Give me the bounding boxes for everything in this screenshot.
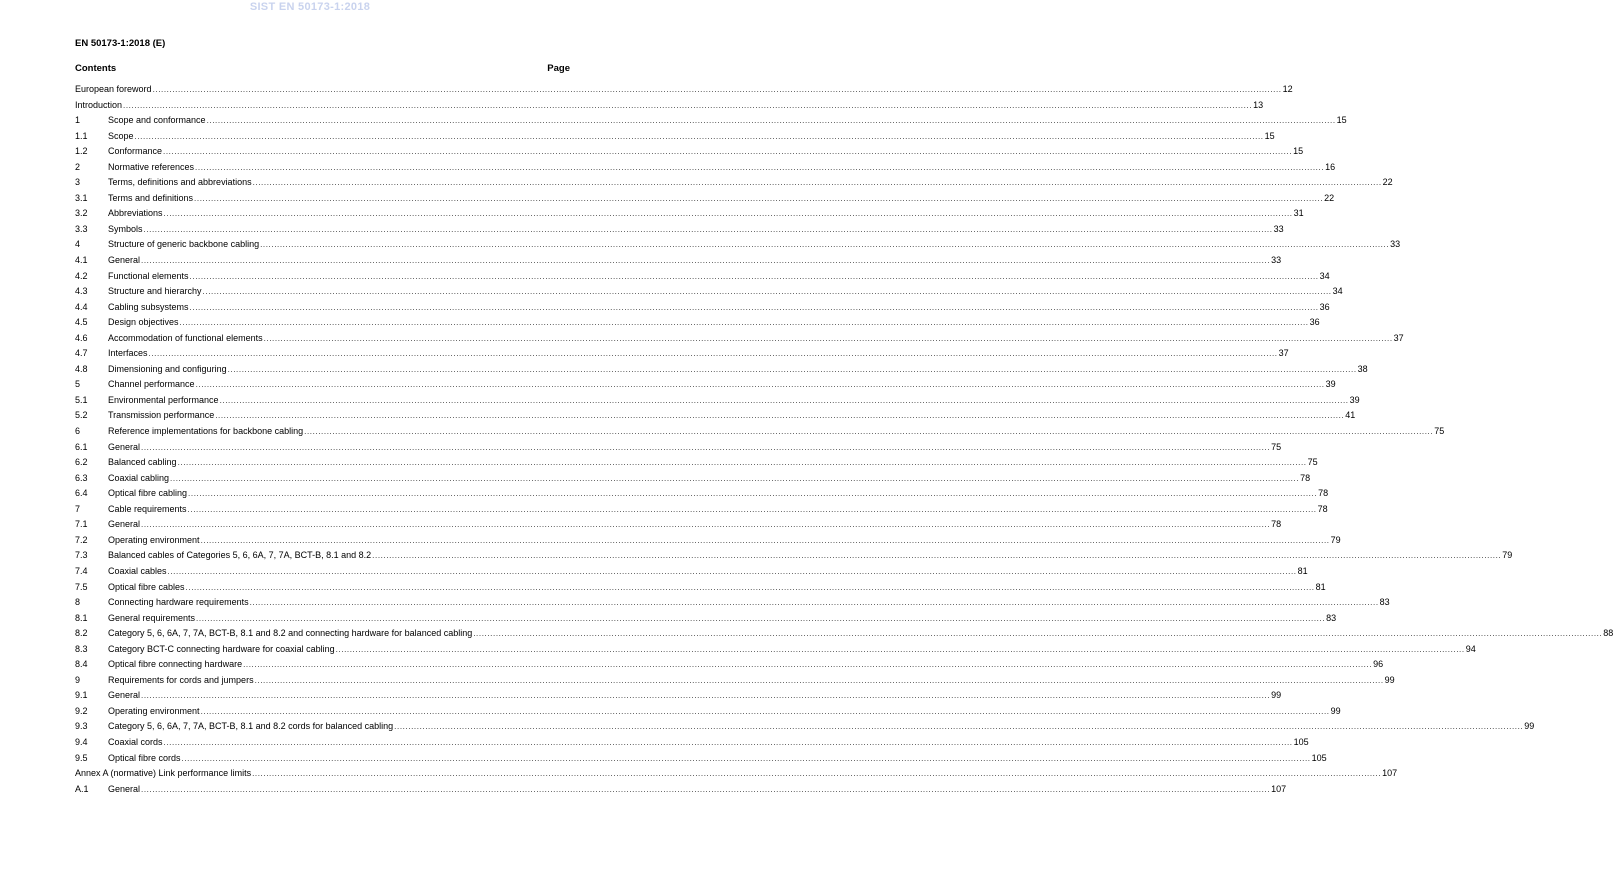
toc-entry[interactable] [75,408,1356,424]
toc-entry-number: 4 [75,239,81,250]
dot-leader: ................................................................................................................................................................................................................................................................................................................................................................................................................ [249,598,1379,608]
toc-entry[interactable] [75,611,1337,627]
toc-entry-title: Accommodation of functional elements [108,332,263,343]
toc-entry-title: Reference implementations for backbone cabling [108,426,304,437]
dot-leader: ................................................................................................................................................................................................................................................................................................................................................................................................................ [202,287,1332,297]
toc-entry-number: 2 [75,161,81,172]
toc-entry-number: 4.7 [75,348,88,359]
dot-leader: ................................................................................................................................................................................................................................................................................................................................................................................................................ [181,753,1311,763]
toc-entry[interactable] [75,362,1368,378]
toc-entry[interactable] [75,300,1330,316]
toc-entry-number: 6.1 [75,441,88,452]
toc-entry[interactable] [75,564,1308,580]
toc-entry[interactable] [75,284,1343,300]
toc-entry[interactable] [75,393,1360,409]
toc-entry[interactable] [75,751,1327,767]
toc-entry-page: 37 [1393,332,1404,343]
toc-entry-title: Channel performance [108,379,195,390]
toc-entry-title: Transmission performance [108,410,215,421]
dot-leader: ................................................................................................................................................................................................................................................................................................................................................................................................................ [260,240,1390,250]
toc-entry-title: Requirements for cords and jumpers [108,674,254,685]
toc-entry[interactable] [75,642,1476,658]
toc-entry-number: 9.2 [75,705,88,716]
dot-leader: ................................................................................................................................................................................................................................................................................................................................................................................................................ [163,209,1293,219]
dot-leader: ................................................................................................................................................................................................................................................................................................................................................................................................................ [196,613,1326,623]
dot-leader: ................................................................................................................................................................................................................................................................................................................................................................................................................ [304,427,1434,437]
dot-leader: ................................................................................................................................................................................................................................................................................................................................................................................................................ [219,395,1349,405]
toc-entry-number: 5.1 [75,394,88,405]
toc-entry-title: Conformance [108,146,163,157]
toc-entry-number: 4.2 [75,270,88,281]
toc-entry-number: 4.6 [75,332,88,343]
toc-entry-page: 31 [1293,208,1304,219]
toc-heading: Contents [75,63,117,74]
watermark: SIST EN 50173-1:2018 [249,1,371,13]
toc-entry-page: 78 [1318,488,1329,499]
toc-entry-page: 99 [1384,674,1395,685]
toc-entry-title: Balanced cabling [108,457,177,468]
toc-entry-page: 78 [1300,472,1311,483]
toc-entry-page: 36 [1309,317,1320,328]
toc-entry-title: General [108,255,141,266]
toc-entry-page: 81 [1297,565,1308,576]
toc-entry-title: Category BCT-C connecting hardware for coaxial cabling [108,643,335,654]
toc-entry-page: 99 [1330,705,1341,716]
toc-entry[interactable] [75,673,1395,689]
dot-leader: ................................................................................................................................................................................................................................................................................................................................................................................................................ [177,458,1307,468]
toc-entry-number: 9.3 [75,721,88,732]
toc-entry-number: 4.4 [75,301,88,312]
toc-entry[interactable] [75,144,1304,160]
dot-leader: ................................................................................................................................................................................................................................................................................................................................................................................................................ [141,256,1271,266]
dot-leader: ................................................................................................................................................................................................................................................................................................................................................................................................................ [179,318,1309,328]
toc-entry-title: Abbreviations [108,208,163,219]
toc-entry[interactable] [75,735,1309,751]
toc-entry-page: 38 [1357,363,1368,374]
dot-leader: ................................................................................................................................................................................................................................................................................................................................................................................................................ [188,489,1318,499]
toc-entry-page: 15 [1264,130,1275,141]
toc-entry[interactable] [75,315,1320,331]
toc-entry-page: 39 [1349,394,1360,405]
dot-leader: ................................................................................................................................................................................................................................................................................................................................................................................................................ [163,737,1293,747]
toc-entry-page: 34 [1319,270,1330,281]
toc-entry-title: Structure and hierarchy [108,286,202,297]
toc-entry-number: 8.4 [75,659,88,670]
toc-entry-title: Functional elements [108,270,189,281]
toc-entry[interactable] [75,440,1282,456]
toc-entry-number: 7.1 [75,519,88,530]
toc-entry-page: 15 [1336,115,1347,126]
toc-entry-number: 3.1 [75,192,88,203]
toc-entry-title: General [108,783,141,794]
toc-header [75,63,570,75]
toc-entry-number: 4.3 [75,286,88,297]
toc-entry[interactable] [75,129,1275,145]
dot-leader: ................................................................................................................................................................................................................................................................................................................................................................................................................ [254,675,1384,685]
toc-entry-page: 79 [1502,550,1513,561]
table-of-contents [75,82,1613,797]
toc-entry-page: 107 [1382,768,1398,779]
toc-entry-number: 1.2 [75,146,88,157]
toc-entry-title: Annex A (normative) Link performance limits [75,768,252,779]
toc-entry-number: 5 [75,379,81,390]
toc-entry-number: 6 [75,426,81,437]
dot-leader: ................................................................................................................................................................................................................................................................................................................................................................................................................ [141,442,1271,452]
toc-entry-title: Terms and definitions [108,192,194,203]
toc-entry[interactable] [75,486,1329,502]
toc-entry-number: 6.3 [75,472,88,483]
toc-entry-number: 4.1 [75,255,88,266]
toc-entry-page: 36 [1319,301,1330,312]
toc-entry-number: 9 [75,674,81,685]
toc-entry[interactable] [75,346,1289,362]
toc-entry-number: 9.1 [75,690,88,701]
toc-entry-title: Optical fibre cabling [108,488,188,499]
toc-entry-page: 34 [1332,286,1343,297]
toc-entry-page: 75 [1307,457,1318,468]
toc-entry-page: 75 [1271,441,1282,452]
toc-entry[interactable] [75,595,1390,611]
toc-entry-page: 33 [1271,255,1282,266]
toc-entry[interactable] [75,377,1336,393]
toc-entry[interactable] [75,206,1304,222]
dot-leader: ................................................................................................................................................................................................................................................................................................................................................................................................................ [194,193,1324,203]
toc-entry-number: 4.8 [75,363,88,374]
dot-leader: ................................................................................................................................................................................................................................................................................................................................................................................................................ [200,706,1330,716]
toc-entry-page: 83 [1379,597,1390,608]
toc-entry-page: 22 [1324,192,1335,203]
dot-leader: ................................................................................................................................................................................................................................................................................................................................................................................................................ [473,629,1603,639]
toc-entry-page: 37 [1278,348,1289,359]
dot-leader: ................................................................................................................................................................................................................................................................................................................................................................................................................ [252,769,1382,779]
toc-page-heading: Page [547,63,570,74]
toc-entry-number: A.1 [75,783,89,794]
toc-entry[interactable] [75,533,1341,549]
toc-entry-page: 79 [1330,534,1341,545]
dot-leader: ................................................................................................................................................................................................................................................................................................................................................................................................................ [170,473,1300,483]
toc-entry-page: 88 [1603,628,1613,639]
dot-leader: ................................................................................................................................................................................................................................................................................................................................................................................................................ [215,411,1345,421]
toc-entry-title: Coaxial cabling [108,472,170,483]
dot-leader: ................................................................................................................................................................................................................................................................................................................................................................................................................ [141,784,1271,794]
toc-entry[interactable] [75,160,1336,176]
dot-leader: ................................................................................................................................................................................................................................................................................................................................................................................................................ [372,551,1502,561]
toc-entry-title: Structure of generic backbone cabling [108,239,260,250]
toc-entry-title: Optical fibre cables [108,581,185,592]
toc-entry-title: General [108,519,141,530]
toc-entry-page: 78 [1317,503,1328,514]
toc-entry[interactable] [75,191,1335,207]
toc-entry-title: General [108,690,141,701]
toc-entry-number: 9.4 [75,736,88,747]
toc-entry-page: 15 [1293,146,1304,157]
toc-entry[interactable] [75,113,1347,129]
toc-entry-title: Scope and conformance [108,115,206,126]
toc-entry[interactable] [75,580,1326,596]
toc-entry-title: Cable requirements [108,503,187,514]
dot-leader: ................................................................................................................................................................................................................................................................................................................................................................................................................ [227,364,1357,374]
toc-entry[interactable] [75,82,1293,98]
document-id: EN 50173-1:2018 (E) [75,38,166,49]
dot-leader: ................................................................................................................................................................................................................................................................................................................................................................................................................ [252,178,1382,188]
toc-entry-number: 8 [75,597,81,608]
toc-entry[interactable] [75,424,1445,440]
toc-entry-number: 3.2 [75,208,88,219]
toc-entry-title: Symbols [108,223,143,234]
toc-entry-number: 6.4 [75,488,88,499]
toc-entry-title: Normative references [108,161,195,172]
dot-leader: ................................................................................................................................................................................................................................................................................................................................................................................................................ [134,131,1264,141]
toc-entry[interactable] [75,98,1264,114]
toc-entry-page: 105 [1311,752,1327,763]
toc-entry[interactable] [75,688,1282,704]
toc-entry-title: Operating environment [108,534,200,545]
toc-entry-number: 9.5 [75,752,88,763]
toc-entry-title: Coaxial cords [108,736,163,747]
toc-entry-title: Environmental performance [108,394,219,405]
toc-entry-title: Interfaces [108,348,148,359]
toc-entry-title: Optical fibre cords [108,752,181,763]
toc-entry[interactable] [75,222,1284,238]
dot-leader: ................................................................................................................................................................................................................................................................................................................................................................................................................ [200,535,1330,545]
toc-entry-number: 4.5 [75,317,88,328]
dot-leader: ................................................................................................................................................................................................................................................................................................................................................................................................................ [141,520,1271,530]
toc-entry-title: Connecting hardware requirements [108,597,249,608]
toc-entry-page: 22 [1382,177,1393,188]
toc-entry[interactable] [75,331,1404,347]
dot-leader: ................................................................................................................................................................................................................................................................................................................................................................................................................ [123,100,1253,110]
toc-entry-number: 7.4 [75,565,88,576]
toc-entry[interactable] [75,471,1311,487]
toc-entry[interactable] [75,766,1398,782]
toc-entry-page: 39 [1325,379,1336,390]
toc-entry-title: General requirements [108,612,196,623]
dot-leader: ................................................................................................................................................................................................................................................................................................................................................................................................................ [148,349,1278,359]
toc-entry[interactable] [75,237,1401,253]
toc-entry-number: 1 [75,115,81,126]
toc-entry-title: Optical fibre connecting hardware [108,659,243,670]
toc-entry-title: Terms, definitions and abbreviations [108,177,252,188]
toc-entry[interactable] [75,175,1393,191]
toc-entry-title: Category 5, 6, 6A, 7, 7A, BCT-B, 8.1 and 8.2 and connecting hardware for balanced cabling [108,628,473,639]
toc-entry-title: Operating environment [108,705,200,716]
toc-entry-page: 13 [1253,99,1264,110]
toc-entry-number: 8.2 [75,628,88,639]
toc-entry-title: European foreword [75,84,152,94]
toc-entry-page: 78 [1271,519,1282,530]
toc-entry-number: 7.5 [75,581,88,592]
dot-leader: ................................................................................................................................................................................................................................................................................................................................................................................................................ [141,691,1271,701]
toc-entry-number: 5.2 [75,410,88,421]
toc-entry-title: General [108,441,141,452]
toc-entry-title: Dimensioning and configuring [108,363,227,374]
toc-entry[interactable] [75,517,1282,533]
dot-leader: ................................................................................................................................................................................................................................................................................................................................................................................................................ [243,660,1373,670]
dot-leader: ................................................................................................................................................................................................................................................................................................................................................................................................................ [394,722,1524,732]
toc-entry[interactable] [75,782,1287,798]
dot-leader: ................................................................................................................................................................................................................................................................................................................................................................................................................ [189,302,1319,312]
toc-entry-number: 3.3 [75,223,88,234]
toc-entry-number: 8.1 [75,612,88,623]
toc-entry-title: Cabling subsystems [108,301,189,312]
toc-entry[interactable] [75,455,1318,471]
toc-entry-number: 3 [75,177,81,188]
toc-entry[interactable] [75,626,1613,642]
toc-entry-title: Coaxial cables [108,565,167,576]
dot-leader: ................................................................................................................................................................................................................................................................................................................................................................................................................ [206,116,1336,126]
dot-leader: ................................................................................................................................................................................................................................................................................................................................................................................................................ [195,380,1325,390]
dot-leader: ................................................................................................................................................................................................................................................................................................................................................................................................................ [167,566,1297,576]
toc-entry-number: 1.1 [75,130,88,141]
dot-leader: ................................................................................................................................................................................................................................................................................................................................................................................................................ [263,333,1393,343]
toc-entry-page: 16 [1325,161,1336,172]
toc-entry-page: 107 [1271,783,1287,794]
toc-entry[interactable] [75,269,1330,285]
toc-entry-page: 75 [1434,426,1445,437]
toc-entry-page: 96 [1373,659,1384,670]
toc-entry-page: 83 [1326,612,1337,623]
toc-entry-number: 8.3 [75,643,88,654]
dot-leader: ................................................................................................................................................................................................................................................................................................................................................................................................................ [143,224,1273,234]
toc-entry-title: Design objectives [108,317,179,328]
toc-entry[interactable] [75,704,1341,720]
dot-leader: ................................................................................................................................................................................................................................................................................................................................................................................................................ [335,644,1465,654]
toc-entry-page: 12 [1282,84,1293,94]
dot-leader: ................................................................................................................................................................................................................................................................................................................................................................................................................ [187,504,1317,514]
toc-entry[interactable] [75,548,1513,564]
toc-entry-number: 7 [75,503,81,514]
toc-entry-page: 105 [1293,736,1309,747]
toc-entry-title: Category 5, 6, 6A, 7, 7A, BCT-B, 8.1 and 8.2 cords for balanced cabling [108,721,394,732]
toc-entry-page: 33 [1390,239,1401,250]
toc-entry-number: 7.3 [75,550,88,561]
toc-entry-title: Scope [108,130,134,141]
toc-entry-page: 81 [1315,581,1326,592]
toc-entry-number: 6.2 [75,457,88,468]
toc-entry[interactable] [75,502,1328,518]
dot-leader: ................................................................................................................................................................................................................................................................................................................................................................................................................ [189,271,1319,281]
toc-entry[interactable] [75,719,1535,735]
dot-leader: ................................................................................................................................................................................................................................................................................................................................................................................................................ [152,85,1282,94]
toc-entry-page: 99 [1524,721,1535,732]
toc-entry[interactable] [75,253,1282,269]
toc-entry-page: 94 [1465,643,1476,654]
toc-entry-page: 33 [1273,223,1284,234]
toc-entry[interactable] [75,657,1384,673]
toc-entry-page: 99 [1271,690,1282,701]
toc-entry-title: Balanced cables of Categories 5, 6, 6A, 7, 7A, BCT-B, 8.1 and 8.2 [108,550,372,561]
toc-entry-number: 7.2 [75,534,88,545]
dot-leader: ................................................................................................................................................................................................................................................................................................................................................................................................................ [163,147,1293,157]
toc-entry-page: 41 [1345,410,1356,421]
dot-leader: ................................................................................................................................................................................................................................................................................................................................................................................................................ [195,162,1325,172]
toc-entry-title: Introduction [75,99,123,110]
dot-leader: ................................................................................................................................................................................................................................................................................................................................................................................................................ [185,582,1315,592]
